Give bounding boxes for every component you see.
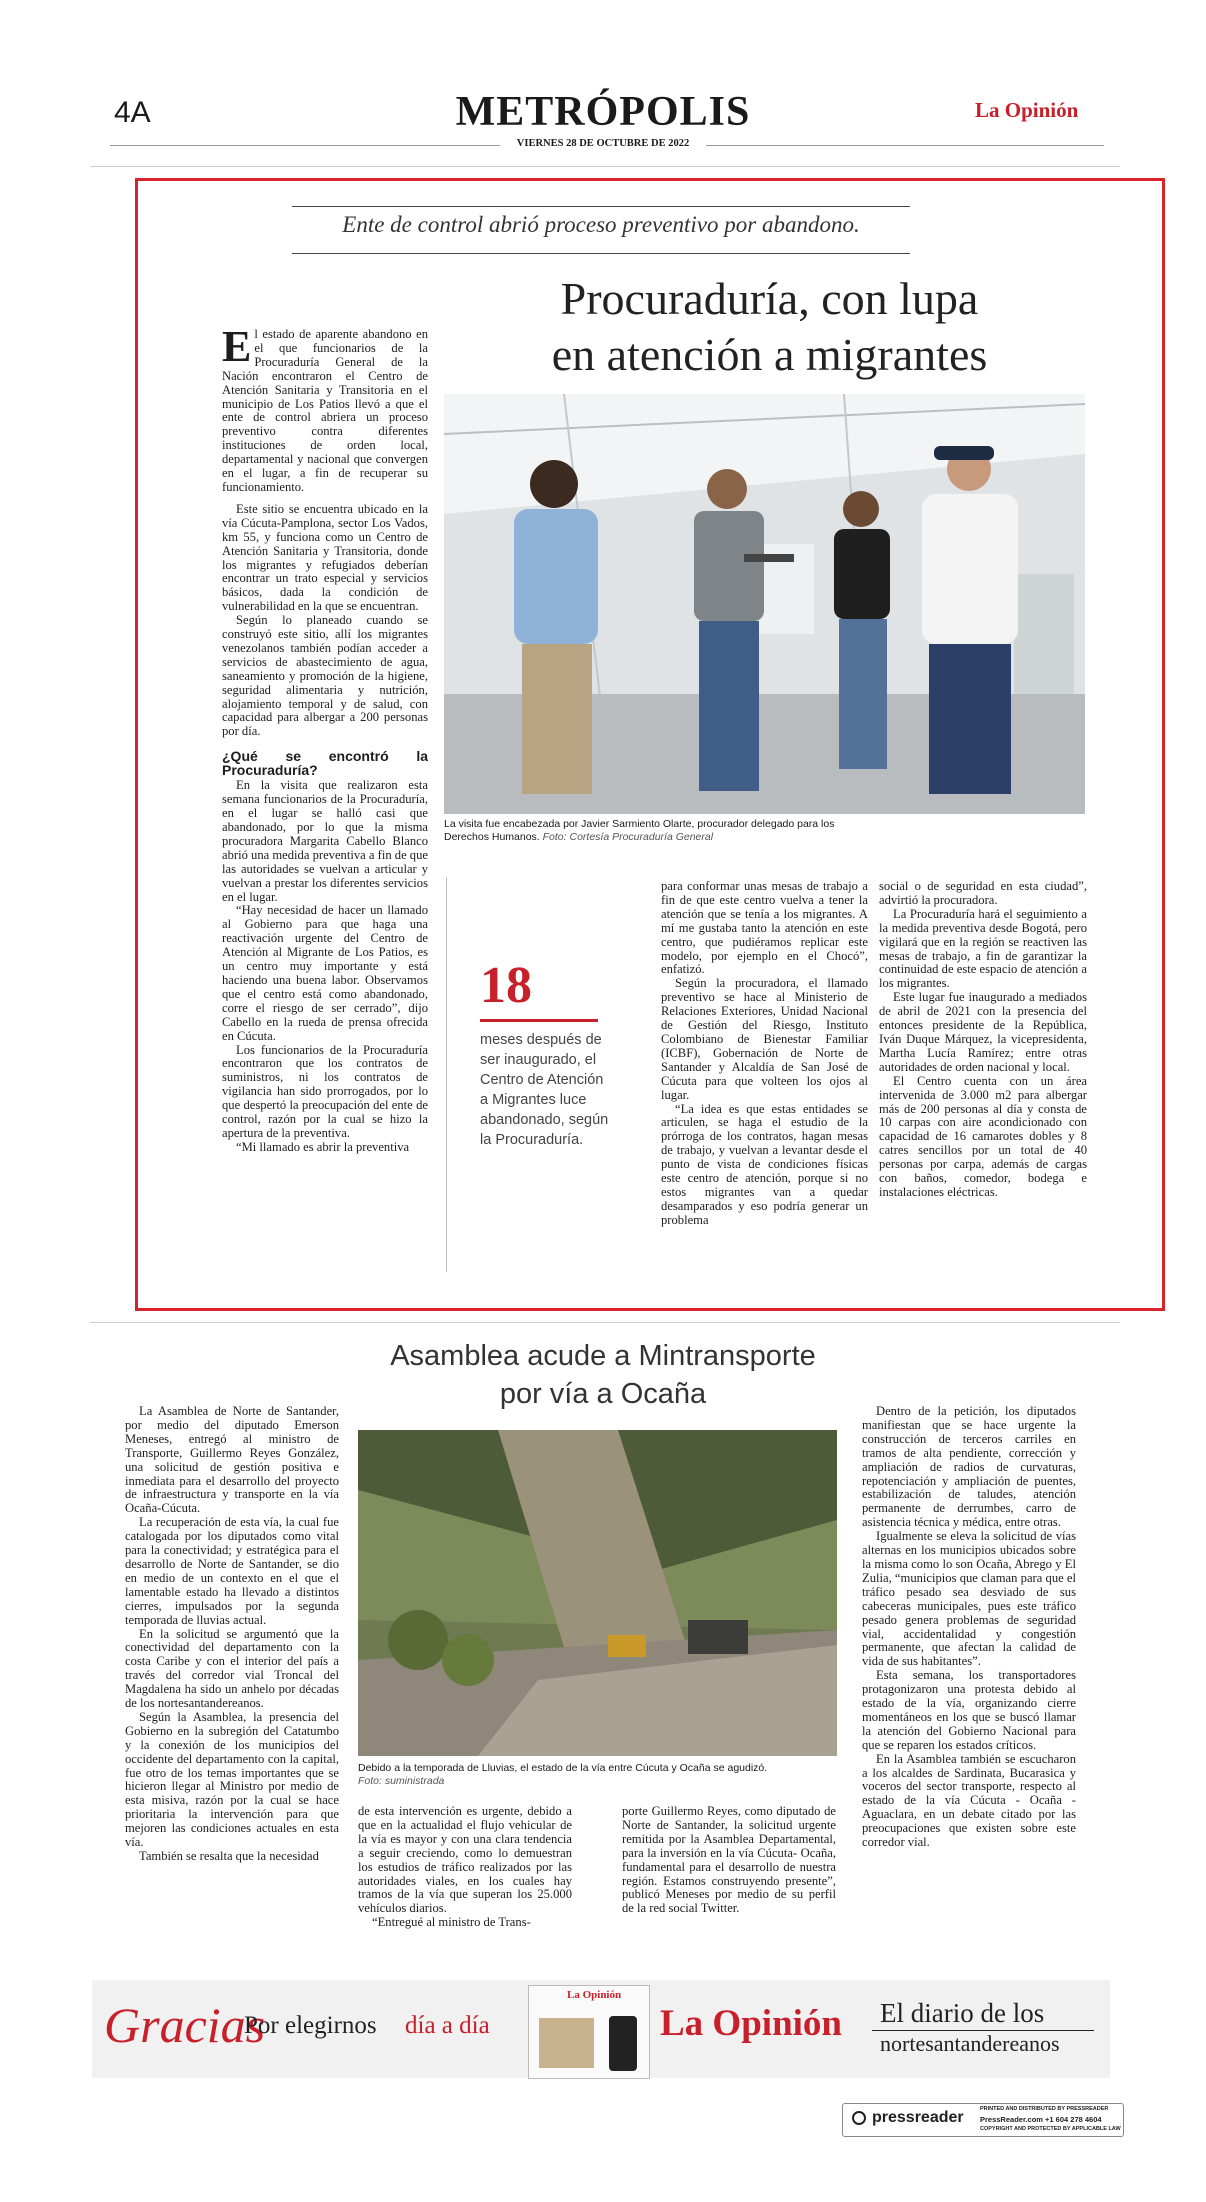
- article1-paragraph: Según lo planeado cuando se construyó este sitio, allí los migrantes venezolanos también podían acceder a servicios de abastecimiento de agua, saneamiento y promoción de la higiene, seguridad alimentaria y nutrición, alojamiento temporal y de salud, con capacidad para albergar a 200 personas por día.: [222, 613, 428, 739]
- header-rule-bottom: [90, 166, 1120, 167]
- ad-phone-icon: [609, 2016, 637, 2071]
- article2-paragraph: Según la Asamblea, la presencia del Gobierno en la subregión del Catatumbo y la conexión de los municipios del occidente del departamento con la capital, fue otro de los temas importantes que se hicieron llegar al Ministro por medio de esta misiva, razón por la cual se hace prioritaria la intervención para que mejoren las condiciones actuales en esta vía.: [125, 1709, 339, 1850]
- article1-paragraph: La Procuraduría hará el seguimiento a la medida preventiva desde Bogotá, pero vigilará que en la región se reactiven las mesas de trabajo, a fin de garantizar la continuidad de este espacio de atención a los migrantes.: [879, 906, 1087, 991]
- article1-paragraph: Los funcionarios de la Procuraduría encontraron que los contratos de suministros, ni los contratos de vigilancia han sido prorrogados, por lo que despertó la preocupación del ente de control, razón por la cual se hizo la apertura de la preventiva.: [222, 1042, 428, 1140]
- article2-paragraph: También se resalta que la necesidad: [139, 1849, 319, 1863]
- ad-tagline-1: Por elegirnos: [244, 2012, 377, 2039]
- article2-paragraph: “Entregué al ministro de Trans-: [372, 1915, 531, 1930]
- article1-column-1: [222, 328, 428, 1288]
- kicker: Ente de control abrió proceso preventivo por abandono.: [342, 212, 860, 237]
- article2-paragraph: de esta intervención es urgente, debido a que en la actualidad el flujo vehicular de la vía es mayor y con una clara tendencia a seguir creciendo, como lo demuestran los estudios de tráfico realizados por las autoridades viales, en los cuales hay tramos de la vía que superan los 25.000 vehículos diarios.: [358, 1805, 572, 1916]
- article2-paragraph: En la solicitud se argumentó que la conectividad del departamento con la costa Caribe y con el interior del país a través del corredor vial Troncal del Magdalena ha sido un anhelo por décadas de los nortesantandereanos.: [125, 1626, 339, 1711]
- article2-column-3: [622, 1805, 836, 1965]
- photo-illustration: [444, 394, 1085, 814]
- photo-2-caption-text: Debido a la temporada de Lluvias, el estado de la vía entre Cúcuta y Ocaña se agudizó.: [358, 1762, 768, 1774]
- article1-paragraph: para conformar unas mesas de trabajo a fin de que este centro vuelva a tener la atención que se tenía a los migrantes. A mí me gustaba tanto la atención en este centro, que pudiéramos replicar este modelo, por ejemplo en el Chocó”, enfatizó.: [661, 880, 868, 977]
- headline-2-line-1: Asamblea acude a Mintransporte: [390, 1340, 816, 1372]
- article1-paragraph: social o de seguridad en esta ciudad”, advirtió la procuradora.: [879, 880, 1087, 907]
- photo-caption-text: La visita fue encabezada por Javier Sarmiento Olarte, procurador delegado para los Derechos Humanos.: [444, 818, 835, 843]
- article1-paragraph: Según la procuradora, el llamado preventivo se hace al Ministerio de Relaciones Exteriores, Unidad Nacional de Gestión del Riesgo, Instituto Colombiano de Bienestar Familiar (ICBF), Gobernación de Norte de Santander y Alcaldía de San José de Cúcuta para que volteen los ojos al lugar.: [661, 976, 868, 1102]
- headline-line-1: Procuraduría, con lupa: [560, 273, 979, 324]
- ad-brand: La Opinión: [660, 2003, 843, 2044]
- ad-newspaper-brand: La Opinión: [567, 1989, 622, 2001]
- ad-newspaper-photo: [539, 2018, 594, 2068]
- ad-slogan-2: nortesantandereanos: [880, 2031, 1060, 2056]
- article1-paragraph: El Centro cuenta con un área intervenida de 3.000 m2 para albergar más de 200 personas al día y consta de 10 carpas con aire acondicionado con capacidad de 16 camarotes dobles y 8 catres sencillos por un total de 40 personas por carpa, además de cargas con baños, comedor, bodega e instalaciones eléctricas.: [879, 1073, 1087, 1199]
- stat-box-divider: [446, 877, 447, 1272]
- ad-slogan-1: El diario de los: [880, 1998, 1045, 2028]
- drop-cap: E: [222, 328, 252, 371]
- section-title: METRÓPOLIS: [455, 89, 751, 135]
- pressreader-icon: [852, 2111, 866, 2125]
- article1-paragraph: “Hay necesidad de hacer un llamado al Gobierno para que haga una reactivación urgente del Centro de Atención al Migrante de Los Patios, es un centro muy importante y está haciendo una buena labor. Observamos que el centro está como abandonado, corre el riesgo de ser cerrado”, dijo Cabello en la rueda de prensa ofrecida en Cúcuta.: [222, 903, 428, 1043]
- article1-paragraph: En la visita que realizaron esta semana funcionarios de la Procuraduría, en el lugar se halló casi que abandonado, por lo que la misma procuradora Margarita Cabello Blanco abrió una medida preventiva a fin de que las autoridades se vuelvan a articular y vuelvan a prestar los diferentes servicios en el lugar.: [222, 778, 428, 904]
- brand-logo: La Opinión: [975, 98, 1079, 122]
- article2-paragraph: Esta semana, los transportadores protagonizaron una protesta debido al estado de la vía, organizando cierre momentáneos en los que se buscó llamar la atención del Gobierno Nacional para que se reparen los estados críticos.: [862, 1668, 1076, 1752]
- article1-paragraph: “Mi llamado es abrir la preventiva: [236, 1139, 410, 1154]
- photo-caption: [444, 818, 864, 844]
- pressreader-line-3: COPYRIGHT AND PROTECTED BY APPLICABLE LAW: [980, 2126, 1121, 2132]
- stat-rule: [480, 1019, 598, 1022]
- article2-paragraph: En la Asamblea también se escucharon a los alcaldes de Sardinata, Bucarasica y voceros del sector transporte, respecto al estado de la vía Cúcuta - Ocaña - Aguaclara, en un debate citado por las preocupaciones que existen sobre este corredor vial.: [862, 1751, 1076, 1850]
- article2-column-2: [358, 1805, 572, 1965]
- article1-paragraph: Este lugar fue inaugurado a mediados de abril de 2021 con la presencia del entonces presidente de la República, Iván Duque Márquez, la vicepresidenta, Martha Lucía Ramírez; entre otras autoridades de orden nacional y local.: [879, 990, 1087, 1074]
- photo-credit: Foto: Cortesía Procuraduría General: [542, 831, 714, 843]
- ad-gracias: Gracias: [104, 1997, 266, 2053]
- header-rule-right: [706, 145, 1104, 146]
- pressreader-line-2: PressReader.com +1 604 278 4604: [980, 2115, 1102, 2124]
- section-divider: [90, 1322, 1120, 1323]
- article2-column-4: [862, 1405, 1076, 1960]
- article2-paragraph: La Asamblea de Norte de Santander, por medio del diputado Emerson Meneses, entregó al ministro de Transporte, Guillermo Reyes González, una solicitud de gestión positiva e inmediata para el desarrollo del proyecto de infraestructura y transporte en la vía Ocaña-Cúcuta.: [125, 1405, 339, 1516]
- article1-paragraph: l estado de aparente abandono en el que funcionarios de la Procuraduría General de la Nación encontraron el Centro de Atención Sanitaria y Transitoria en el municipio de Los Patios llevó a que el ente de control abriera un proceso preventivo contra diferentes instituciones de orden local, departamental y nacional que convergen en el lugar, a fin de recuperar su funcionamiento.: [222, 328, 428, 494]
- photo-illustration: [358, 1430, 837, 1756]
- article2-paragraph: La recuperación de esta vía, la cual fue catalogada por los diputados como vital para la conectividad; y estratégica para el desarrollo de Norte de Santander, se dio en medio de un contexto en el que el lamentable estado ha llevado a distintos cierres, impulsados por la segunda temporada de lluvias actual.: [125, 1515, 339, 1627]
- article1-column-4: [879, 880, 1087, 1280]
- pressreader-logo: pressreader: [872, 2109, 964, 2126]
- ad-tagline-2: día a día: [405, 2012, 490, 2039]
- photo-road-landslide: [358, 1430, 837, 1756]
- stat-text: meses después de ser inaugurado, el Centro de Atención a Migrantes luce abandonado, según la Procuraduría.: [480, 1032, 609, 1148]
- page-number: 4A: [114, 96, 151, 129]
- article1-paragraph: Este sitio se encuentra ubicado en la vía Cúcuta-Pamplona, sector Los Vados, km 55, y funciona como un Centro de Atención Sanitaria y Transitoria, donde los migrantes y refugiados deberían encontrar un trato especial y servicios básicos, dada la condición de vulnerabilidad en la que se encuentran.: [222, 501, 428, 614]
- headline-line-2: en atención a migrantes: [551, 329, 988, 380]
- article1-paragraph: “La idea es que estas entidades se articulen, se haga el estudio de la prórroga de los contratos, hagan mesas de trabajo, y vuelvan a levantar desde el punto de vista de condiciones físicas este centro de atención, porque si no estos migrantes van a quedar desamparados y eso podría generar un problema: [661, 1101, 868, 1227]
- ad-newspaper-mock: [528, 1985, 650, 2079]
- photo-2-caption: [358, 1762, 768, 1788]
- photo-procuraduria-visit: [444, 394, 1085, 814]
- article2-paragraph: Igualmente se eleva la solicitud de vías alternas en los municipios ubicados sobre la misma como lo son Ocaña, Abrego y El Zulia, “municipios que claman para que el tráfico pesado sea desviado de sus cabeceras municipales, pues este tráfico pesado genera problemas de seguridad vial, accidentalidad y congestión permanente, que afectan la calidad de vida de sus habitantes”.: [862, 1529, 1076, 1669]
- article2-paragraph: Dentro de la petición, los diputados manifiestan que se hace urgente la construcción de terceros carriles en tramos de alta pendiente, corrección y ampliación de radios de curvaturas, repotenciación y ampliación de puentes, estabilización de taludes, atención permanente de derrumbes, carro de asistencia técnica y médica, entre otras.: [862, 1405, 1076, 1530]
- article2-paragraph: porte Guillermo Reyes, como diputado de Norte de Santander, la solicitud urgente remitida por la Asamblea Departamental, para la inversión en la vía Cúcuta- Ocaña, fundamental para el desarrollo de nuestra región. Estamos construyendo presente”, publicó Meneses por medio de su perfil de la red social Twitter.: [622, 1805, 836, 1916]
- article1-subhead: ¿Qué se encontró la Procuraduría?: [222, 748, 428, 779]
- photo-2-credit: Foto: suministrada: [358, 1775, 445, 1787]
- edition-date: VIERNES 28 DE OCTUBRE DE 2022: [516, 138, 690, 149]
- article2-column-1: [125, 1405, 339, 1960]
- stat-number: 18: [480, 957, 532, 1014]
- headline-2-line-2: por vía a Ocaña: [499, 1378, 707, 1410]
- pressreader-line-1: PRINTED AND DISTRIBUTED BY PRESSREADER: [980, 2106, 1109, 2112]
- article1-column-3: [661, 880, 868, 1280]
- header-rule-left: [110, 145, 500, 146]
